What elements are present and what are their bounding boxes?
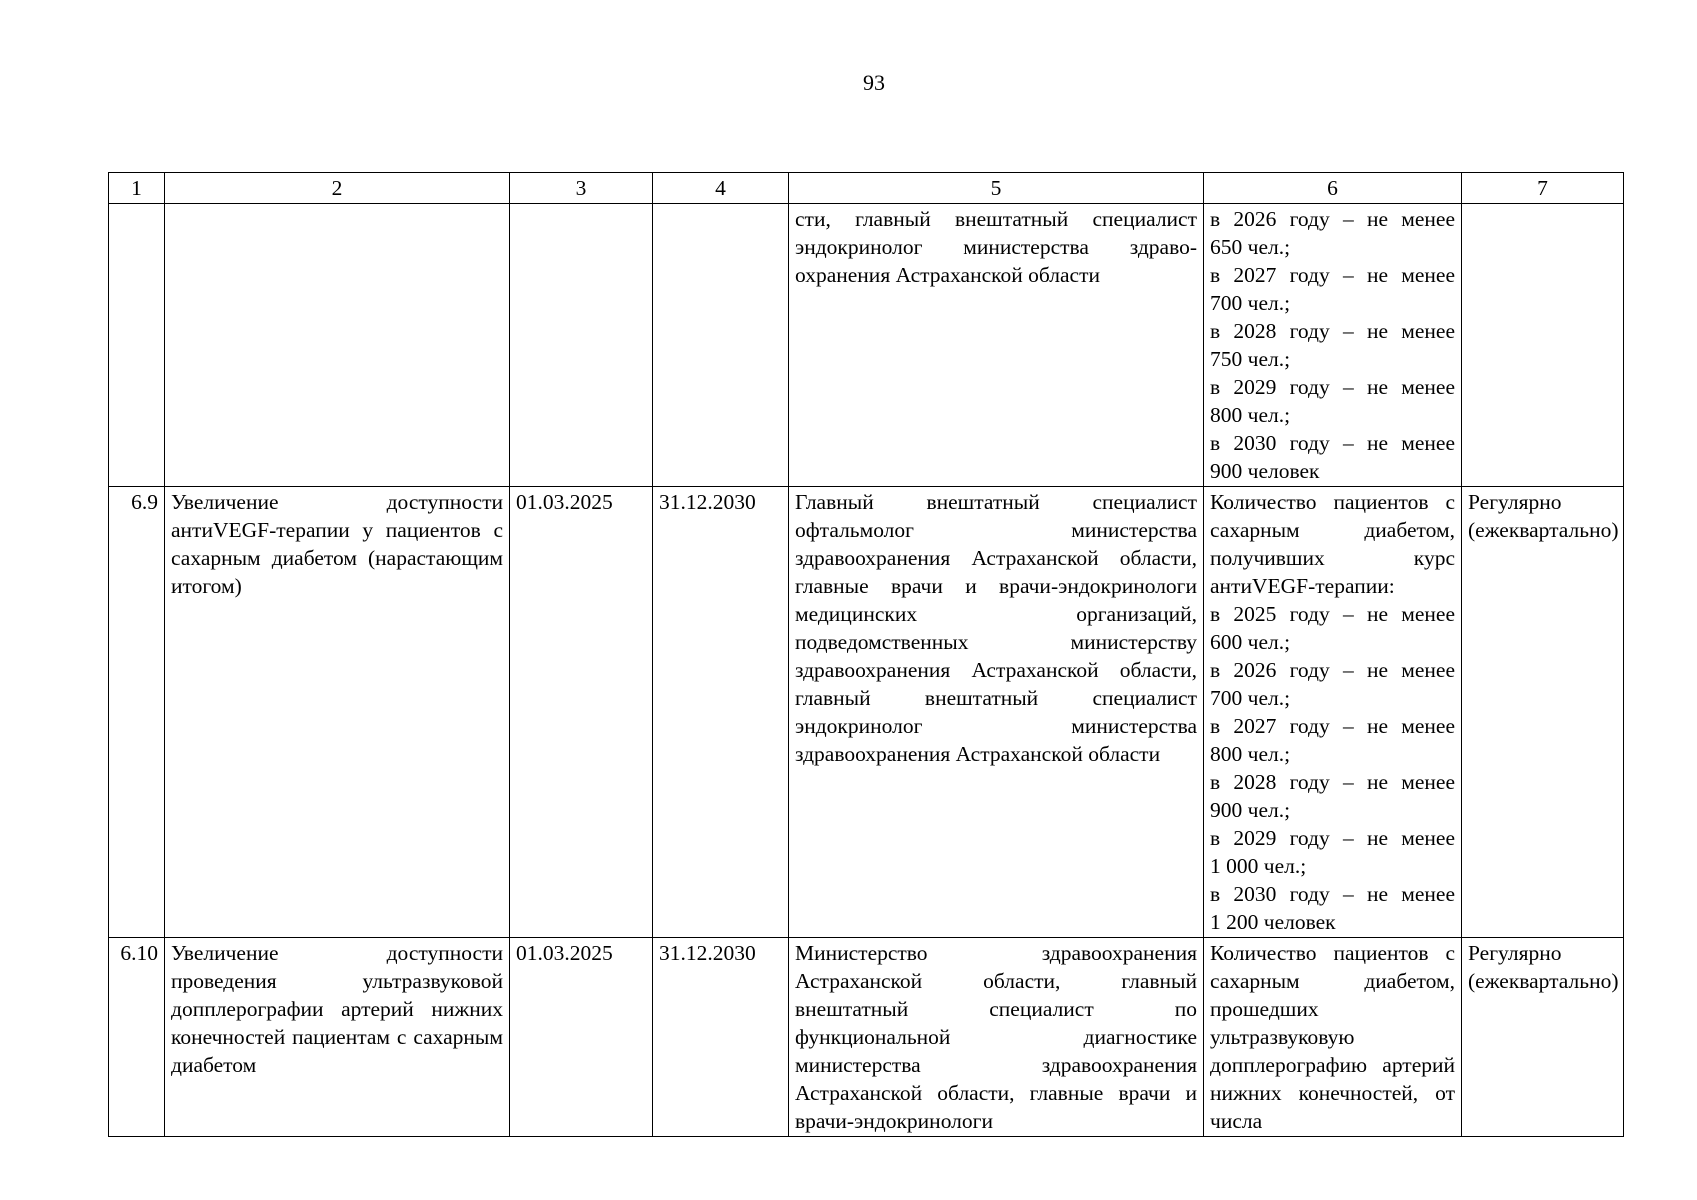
indicator-line: 800 чел.;: [1210, 742, 1291, 766]
indicator-line: в 2030 году – не менее: [1210, 431, 1455, 455]
column-header-4: 4: [653, 173, 789, 204]
column-header-2: 2: [165, 173, 510, 204]
indicator-line: 900 человек: [1210, 459, 1320, 483]
cell-start-date: 01.03.2025: [510, 938, 653, 1137]
cell-responsible: Министерство здравоохранения Астраханской области, главный внештатный специалист по функциональной диагностике министерства здравоохранения Астраханской области, главные врачи и врачи-эндокринологи: [789, 938, 1204, 1137]
indicator-line: в 2029 году – не менее: [1210, 826, 1455, 850]
cell-start-date: 01.03.2025: [510, 487, 653, 938]
cell-end-date: 31.12.2030: [653, 938, 789, 1137]
cell-measure-name: Увеличение доступности антиVEGF-терапии у пациентов с сахарным диабетом (нарастающим итогом): [165, 487, 510, 938]
indicator-line: в 2027 году – не менее: [1210, 714, 1455, 738]
cell-measure-name: Увеличение доступности проведения ультразвуковой допплерографии артерий нижних конечностей пациентам с сахарным диабетом: [165, 938, 510, 1137]
cell-number: 6.10: [109, 938, 165, 1137]
indicator-line: в 2029 году – не менее: [1210, 375, 1455, 399]
measures-table: [108, 172, 1624, 1137]
column-header-1: 1: [109, 173, 165, 204]
cell-periodicity: [1462, 204, 1624, 487]
cell-indicator: Количество пациентов с сахарным диабетом, прошедших ультразвуковую допплерографию артерий нижних конечностей, от числа: [1204, 938, 1462, 1137]
table-row-6-9: [109, 487, 1624, 938]
indicator-line: 600 чел.;: [1210, 630, 1291, 654]
indicator-line: в 2026 году – не менее: [1210, 658, 1455, 682]
table-row-6-10: [109, 938, 1624, 1137]
indicator-line: в 2026 году – не менее: [1210, 207, 1455, 231]
indicator-line: 1 000 чел.;: [1210, 854, 1307, 878]
indicator-line: в 2030 году – не менее: [1210, 882, 1455, 906]
header-row: [109, 173, 1624, 204]
cell-end-date: 31.12.2030: [653, 487, 789, 938]
cell-start-date: [510, 204, 653, 487]
indicator-line: в 2028 году – не менее: [1210, 319, 1455, 343]
cell-periodicity: Регулярно (ежеквартально): [1462, 938, 1624, 1137]
indicator-line: 700 чел.;: [1210, 291, 1291, 315]
column-header-3: 3: [510, 173, 653, 204]
cell-end-date: [653, 204, 789, 487]
cell-number: 6.9: [109, 487, 165, 938]
indicator-line: 750 чел.;: [1210, 347, 1291, 371]
cell-indicator: [1204, 204, 1462, 487]
indicator-line: 650 чел.;: [1210, 235, 1291, 259]
column-header-7: 7: [1462, 173, 1624, 204]
indicator-line: в 2025 году – не менее: [1210, 602, 1455, 626]
cell-number: [109, 204, 165, 487]
cell-periodicity: Регулярно (ежеквартально): [1462, 487, 1624, 938]
column-header-6: 6: [1204, 173, 1462, 204]
page-number: 93: [863, 70, 885, 95]
indicator-intro: Количество пациентов с сахарным диабетом, получивших курс антиVEGF-терапии:: [1210, 490, 1455, 598]
indicator-line: 900 чел.;: [1210, 798, 1291, 822]
table-row-continuation: [109, 204, 1624, 487]
cell-indicator: [1204, 487, 1462, 938]
column-header-5: 5: [789, 173, 1204, 204]
indicator-line: в 2028 году – не менее: [1210, 770, 1455, 794]
cell-measure-name: [165, 204, 510, 487]
cell-responsible: Главный внештатный специалист офтальмолог министерства здравоохранения Астраханской области, главные врачи и врачи-эндокринологи медицинских организаций, подведомственных министерству здравоохранения Астраханской области, главный внештатный специалист эндокринолог министерства здравоохранения Астраханской области: [789, 487, 1204, 938]
indicator-line: 1 200 человек: [1210, 910, 1336, 934]
indicator-line: 800 чел.;: [1210, 403, 1291, 427]
cell-responsible: сти, главный внештатный специалист эндокринолог министерства здраво-охранения Астраханской области: [789, 204, 1204, 487]
indicator-line: 700 чел.;: [1210, 686, 1291, 710]
indicator-line: в 2027 году – не менее: [1210, 263, 1455, 287]
